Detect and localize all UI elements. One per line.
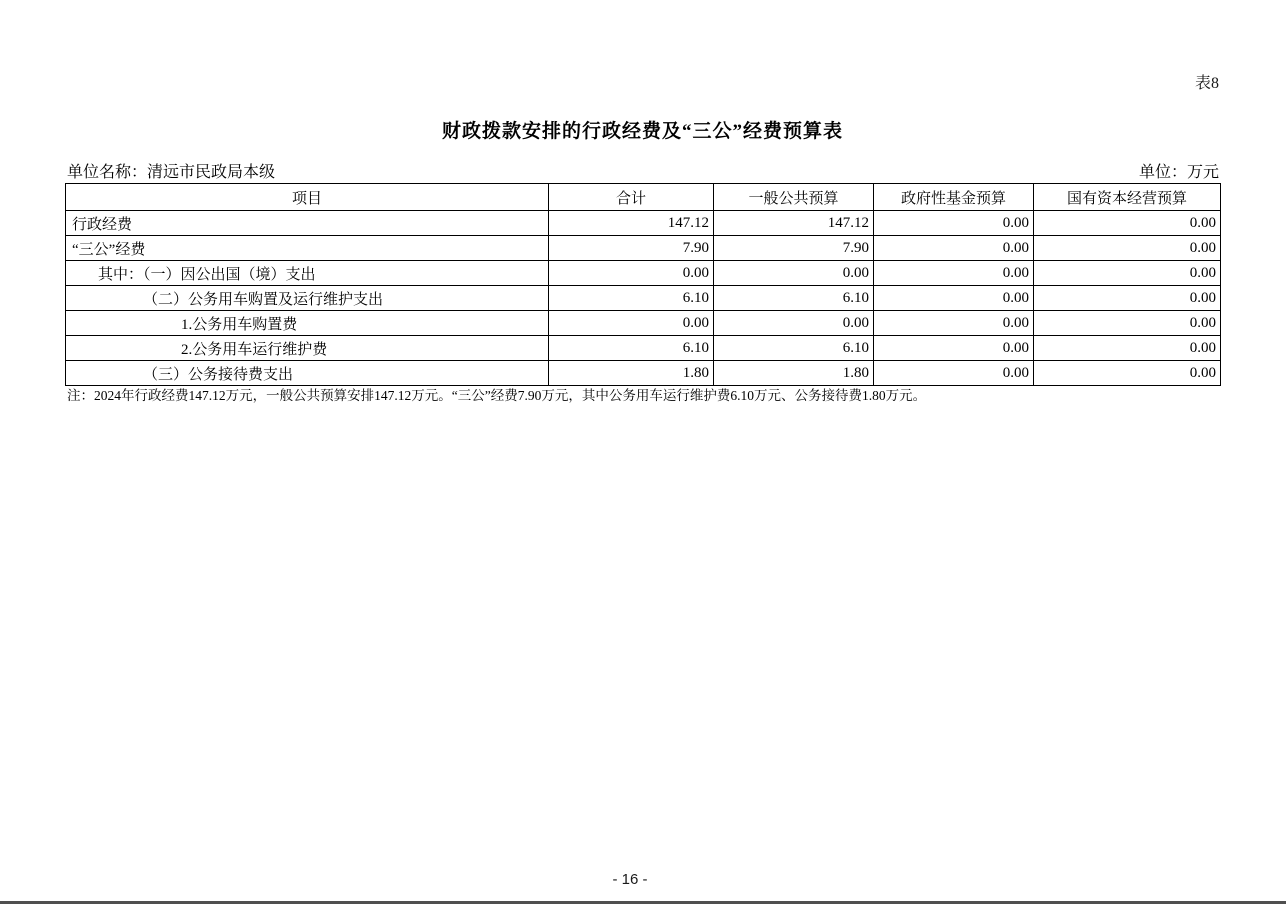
budget-table [65, 183, 1221, 386]
row-value: 0.00 [1034, 211, 1221, 236]
row-value: 0.00 [1034, 236, 1221, 261]
row-value: 0.00 [874, 361, 1034, 386]
row-value: 0.00 [1034, 336, 1221, 361]
page-bottom-divider [0, 901, 1286, 904]
unit-of-measure-label: 单位：万元 [1138, 164, 1219, 181]
row-value: 1.80 [714, 361, 874, 386]
row-value: 0.00 [874, 236, 1034, 261]
column-header: 一般公共预算 [714, 184, 874, 211]
row-value: 0.00 [1034, 361, 1221, 386]
table-row [66, 211, 1221, 236]
row-value: 0.00 [874, 286, 1034, 311]
row-value: 0.00 [874, 311, 1034, 336]
row-item-label: （二）公务用车购置及运行维护支出 [66, 286, 549, 311]
row-value: 0.00 [1034, 311, 1221, 336]
row-value: 0.00 [874, 211, 1034, 236]
row-value: 147.12 [549, 211, 714, 236]
table-row [66, 261, 1221, 286]
row-value: 0.00 [874, 336, 1034, 361]
table-row [66, 236, 1221, 261]
table-row [66, 286, 1221, 311]
row-value: 0.00 [714, 261, 874, 286]
table-meta-row [67, 159, 1219, 182]
unit-name-label: 单位名称：清远市民政局本级 [67, 164, 276, 181]
row-value: 0.00 [549, 311, 714, 336]
row-value: 6.10 [714, 336, 874, 361]
row-item-label: 其中：（一）因公出国（境）支出 [66, 261, 549, 286]
row-value: 6.10 [714, 286, 874, 311]
row-value: 0.00 [874, 261, 1034, 286]
row-value: 1.80 [549, 361, 714, 386]
row-value: 7.90 [714, 236, 874, 261]
page-number: - 16 - [612, 871, 648, 888]
page-title: 财政拨款安排的行政经费及“三公”经费预算表 [441, 121, 843, 142]
row-value: 0.00 [1034, 261, 1221, 286]
table-row [66, 311, 1221, 336]
column-header: 合计 [549, 184, 714, 211]
row-value: 0.00 [549, 261, 714, 286]
row-item-label: 行政经费 [66, 211, 549, 236]
table-tag: 表8 [1194, 75, 1219, 92]
row-value: 6.10 [549, 286, 714, 311]
row-value: 0.00 [1034, 286, 1221, 311]
row-item-label: 1.公务用车购置费 [66, 311, 549, 336]
table-header-row [66, 184, 1221, 211]
row-value: 0.00 [714, 311, 874, 336]
column-header: 国有资本经营预算 [1034, 184, 1221, 211]
table-body [66, 211, 1221, 386]
column-header: 项目 [66, 184, 549, 211]
table-row [66, 336, 1221, 361]
table-row [66, 361, 1221, 386]
row-value: 147.12 [714, 211, 874, 236]
row-item-label: （三）公务接待费支出 [66, 361, 549, 386]
row-item-label: “三公”经费 [66, 236, 549, 261]
row-item-label: 2.公务用车运行维护费 [66, 336, 549, 361]
row-value: 7.90 [549, 236, 714, 261]
row-value: 6.10 [549, 336, 714, 361]
table-footnote: 注：2024年行政经费147.12万元，一般公共预算安排147.12万元。“三公”经费7.90万元，其中公务用车运行维护费6.10万元、公务接待费1.80万元。 [67, 388, 927, 403]
column-header: 政府性基金预算 [874, 184, 1034, 211]
